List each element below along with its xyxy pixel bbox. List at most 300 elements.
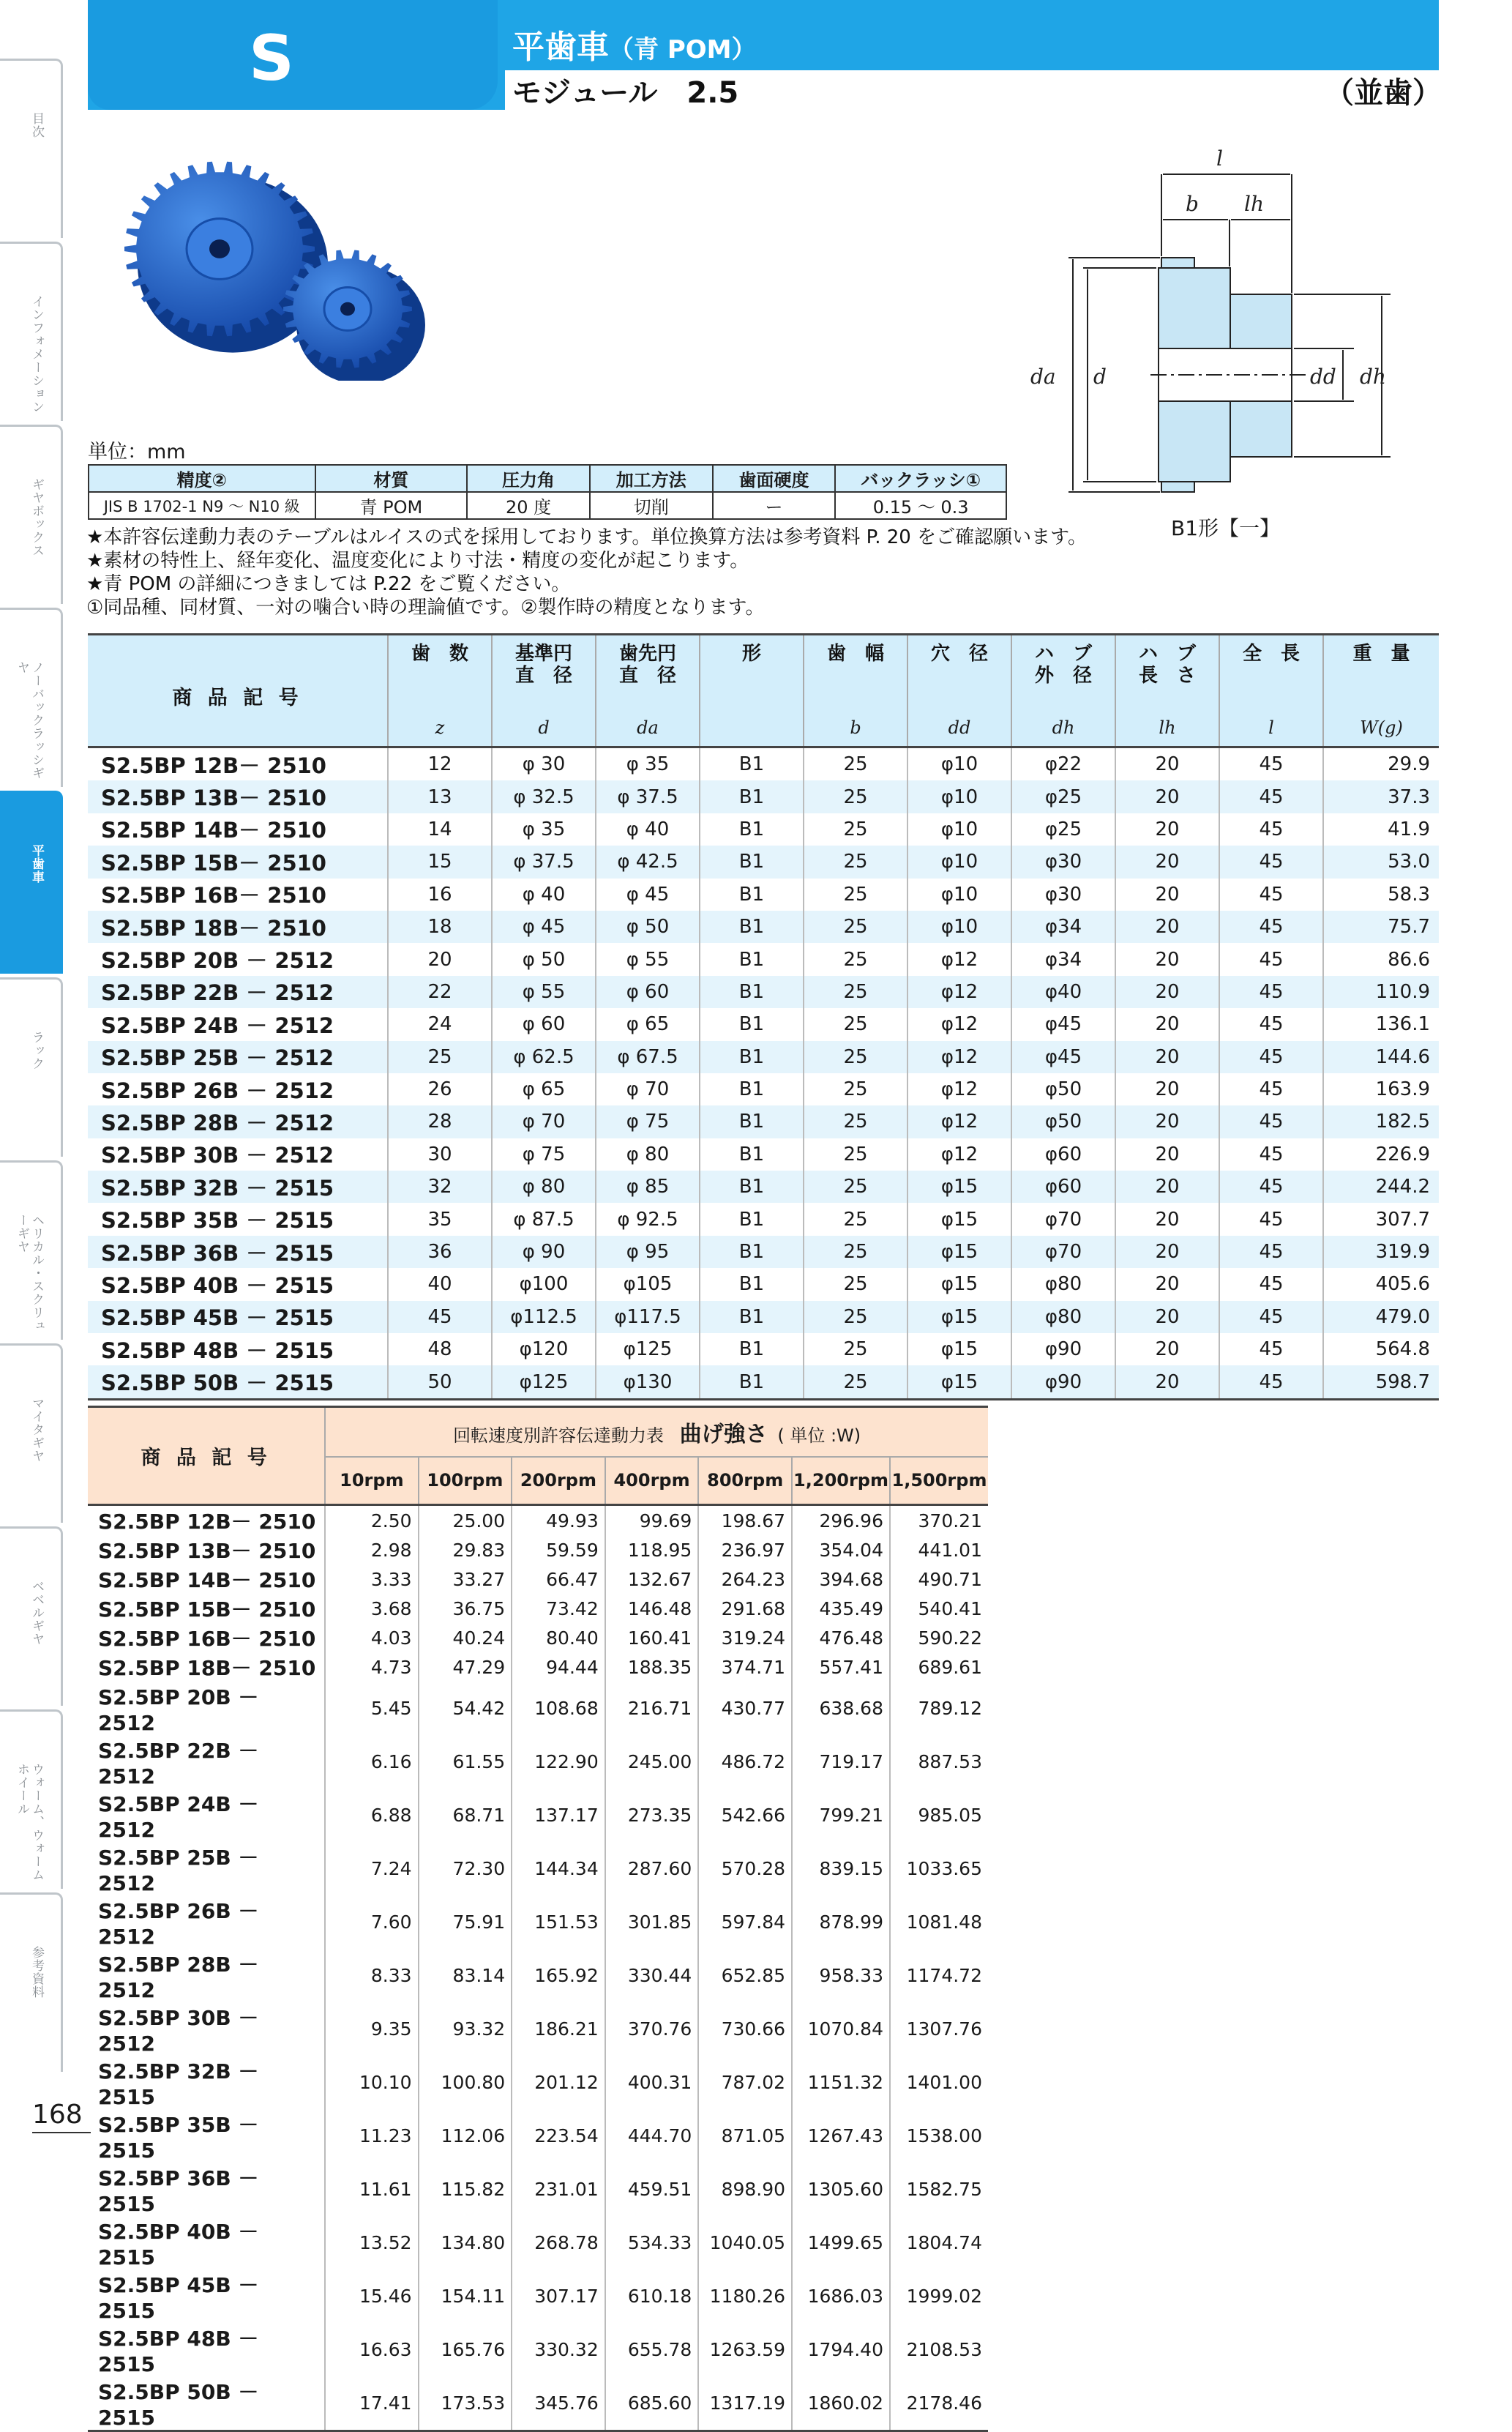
- power-value-cell: 49.93: [512, 1505, 605, 1536]
- product-value-cell: φ117.5: [596, 1301, 700, 1333]
- product-value-cell: B1: [700, 879, 804, 911]
- product-value-cell: 16: [388, 879, 492, 911]
- power-title-small: 回転速度別許容伝達動力表: [453, 1425, 665, 1446]
- power-value-cell: 137.17: [512, 1788, 605, 1842]
- power-value-cell: 72.30: [419, 1842, 512, 1895]
- product-value-cell: 25: [804, 976, 907, 1008]
- table-row: [88, 747, 1439, 781]
- power-code-cell: S2.5BP 48B － 2515: [98, 2327, 259, 2376]
- product-value-cell: B1: [700, 1236, 804, 1268]
- power-value-cell: 216.71: [605, 1682, 699, 1735]
- table-row: [88, 1333, 1439, 1365]
- product-value-cell: φ12: [907, 943, 1011, 975]
- product-value-cell: 45: [1219, 846, 1323, 878]
- power-value-cell: 787.02: [698, 2056, 792, 2109]
- product-value-cell: φ 70: [492, 1105, 596, 1138]
- product-value-cell: B1: [700, 911, 804, 943]
- product-code-cell: S2.5BP 35B － 2515: [101, 1208, 334, 1234]
- spec-value-cell: JIS B 1702-1 N9 ～ N10 級: [89, 492, 315, 519]
- power-value-cell: 1305.60: [792, 2163, 890, 2216]
- power-value-cell: 330.44: [605, 1949, 699, 2002]
- notes: [86, 526, 1331, 619]
- power-code-cell: S2.5BP 25B － 2512: [98, 1846, 259, 1895]
- power-value-cell: 330.32: [512, 2323, 605, 2376]
- product-symbol-cell: lh: [1115, 709, 1219, 747]
- product-value-cell: 18: [388, 911, 492, 943]
- product-value-cell: B1: [700, 747, 804, 781]
- spec-value-cell: 20 度: [467, 492, 590, 519]
- power-value-cell: 557.41: [792, 1652, 890, 1682]
- product-value-cell: 136.1: [1323, 1008, 1439, 1040]
- side-tab-8[interactable]: [0, 1343, 63, 1523]
- power-value-cell: 188.35: [605, 1652, 699, 1682]
- power-code-cell: S2.5BP 13B－ 2510: [98, 1539, 316, 1563]
- table-row: [88, 2056, 988, 2109]
- power-code-cell: S2.5BP 22B － 2512: [98, 1739, 259, 1788]
- product-value-cell: 45: [1219, 943, 1323, 975]
- product-value-cell: φ 32.5: [492, 780, 596, 813]
- side-tab-9[interactable]: [0, 1526, 63, 1706]
- table-row: [88, 943, 1439, 975]
- power-value-cell: 118.95: [605, 1535, 699, 1564]
- product-symbol-cell: W(g): [1323, 709, 1439, 747]
- dim-label-b: b: [1186, 192, 1199, 216]
- product-value-cell: φ 45: [492, 911, 596, 943]
- power-code-cell: S2.5BP 35B － 2515: [98, 2113, 259, 2163]
- power-value-cell: 319.24: [698, 1623, 792, 1652]
- product-value-cell: 20: [1115, 976, 1219, 1008]
- table-row: [88, 1505, 988, 1536]
- power-value-cell: 154.11: [419, 2269, 512, 2323]
- product-value-cell: 75.7: [1323, 911, 1439, 943]
- product-code-cell: S2.5BP 45B － 2515: [101, 1305, 334, 1331]
- product-table: [88, 633, 1439, 1400]
- product-value-cell: B1: [700, 976, 804, 1008]
- table-row: [88, 1041, 1439, 1073]
- power-value-cell: 370.76: [605, 2002, 699, 2056]
- power-value-cell: 370.21: [890, 1505, 988, 1536]
- product-value-cell: B1: [700, 813, 804, 846]
- product-value-cell: 20: [1115, 1073, 1219, 1105]
- power-value-cell: 799.21: [792, 1788, 890, 1842]
- spec-header-cell: 精度②: [89, 465, 315, 492]
- product-value-cell: φ22: [1011, 747, 1115, 781]
- product-symbol-cell: dd: [907, 709, 1011, 747]
- product-value-cell: φ10: [907, 813, 1011, 846]
- product-value-cell: φ15: [907, 1236, 1011, 1268]
- product-value-cell: φ12: [907, 1105, 1011, 1138]
- power-value-cell: 2178.46: [890, 2376, 988, 2431]
- product-value-cell: 20: [1115, 1365, 1219, 1399]
- product-value-cell: φ90: [1011, 1333, 1115, 1365]
- power-value-cell: 534.33: [605, 2216, 699, 2269]
- power-value-cell: 134.80: [419, 2216, 512, 2269]
- product-code-cell: S2.5BP 25B － 2512: [101, 1045, 334, 1071]
- product-header-cell: 商 品 記 号: [172, 687, 303, 709]
- product-value-cell: 22: [388, 976, 492, 1008]
- product-code-cell: S2.5BP 13B－ 2510: [101, 786, 326, 811]
- product-value-cell: 20: [1115, 1138, 1219, 1171]
- product-value-cell: φ 40: [492, 879, 596, 911]
- product-value-cell: 226.9: [1323, 1138, 1439, 1171]
- product-code-cell: S2.5BP 50B － 2515: [101, 1370, 334, 1396]
- power-value-cell: 345.76: [512, 2376, 605, 2431]
- product-value-cell: 45: [1219, 1365, 1323, 1399]
- product-value-cell: φ10: [907, 879, 1011, 911]
- table-row: [88, 1301, 1439, 1333]
- product-value-cell: 25: [804, 1203, 907, 1235]
- product-value-cell: φ10: [907, 911, 1011, 943]
- product-value-cell: 182.5: [1323, 1105, 1439, 1138]
- spec-header-cell: 歯面硬度: [713, 465, 836, 492]
- power-code-cell: S2.5BP 30B － 2512: [98, 2006, 259, 2056]
- power-value-cell: 236.97: [698, 1535, 792, 1564]
- product-value-cell: φ 85: [596, 1171, 700, 1203]
- product-value-cell: φ45: [1011, 1041, 1115, 1073]
- product-value-cell: φ 60: [596, 976, 700, 1008]
- tooth-type: （並歯）: [1325, 76, 1442, 110]
- product-table-header-row: [88, 635, 1439, 710]
- product-value-cell: B1: [700, 846, 804, 878]
- power-value-cell: 33.27: [419, 1564, 512, 1594]
- side-tab-label: ノーバックラッシギヤ: [15, 661, 44, 780]
- product-value-cell: 244.2: [1323, 1171, 1439, 1203]
- power-value-cell: 165.92: [512, 1949, 605, 2002]
- power-value-cell: 1174.72: [890, 1949, 988, 2002]
- product-symbol-cell: [700, 709, 804, 747]
- product-value-cell: φ15: [907, 1365, 1011, 1399]
- unit-label: 単位：mm: [88, 441, 186, 463]
- power-value-cell: 570.28: [698, 1842, 792, 1895]
- product-value-cell: B1: [700, 1138, 804, 1171]
- product-value-cell: B1: [700, 1171, 804, 1203]
- power-value-cell: 685.60: [605, 2376, 699, 2431]
- power-title-big: 曲げ強さ: [679, 1421, 768, 1447]
- product-value-cell: φ125: [596, 1333, 700, 1365]
- note-line: ★青 POM の詳細につきましては P.22 をご覧ください。: [86, 573, 571, 595]
- power-value-cell: 400.31: [605, 2056, 699, 2109]
- spec-header-cell: バックラッシ①: [835, 465, 1006, 492]
- power-table: [88, 1406, 988, 2432]
- product-value-cell: B1: [700, 1203, 804, 1235]
- table-row: [88, 1735, 988, 1788]
- product-value-cell: φ15: [907, 1171, 1011, 1203]
- side-tab-10[interactable]: [0, 1709, 63, 1889]
- power-value-cell: 1794.40: [792, 2323, 890, 2376]
- product-code-cell: S2.5BP 24B － 2512: [101, 1012, 334, 1038]
- product-value-cell: 86.6: [1323, 943, 1439, 975]
- power-value-cell: 144.34: [512, 1842, 605, 1895]
- power-value-cell: 958.33: [792, 1949, 890, 2002]
- table-row: [88, 1236, 1439, 1268]
- table-row: [88, 813, 1439, 846]
- product-value-cell: 20: [388, 943, 492, 975]
- dim-label-dh: dh: [1360, 365, 1386, 389]
- product-value-cell: φ 50: [596, 911, 700, 943]
- product-value-cell: 25: [804, 1041, 907, 1073]
- product-value-cell: 45: [1219, 1171, 1323, 1203]
- power-code-cell: S2.5BP 26B － 2512: [98, 1899, 259, 1949]
- side-tab-label: ギヤボックス: [29, 478, 44, 557]
- product-value-cell: 25: [804, 1236, 907, 1268]
- side-tab-6[interactable]: [0, 977, 63, 1157]
- power-value-cell: 100.80: [419, 2056, 512, 2109]
- product-value-cell: 307.7: [1323, 1203, 1439, 1235]
- power-value-cell: 1686.03: [792, 2269, 890, 2323]
- table-row: [88, 879, 1439, 911]
- power-value-cell: 638.68: [792, 1682, 890, 1735]
- product-value-cell: φ15: [907, 1203, 1011, 1235]
- power-value-cell: 307.17: [512, 2269, 605, 2323]
- power-value-cell: 1151.32: [792, 2056, 890, 2109]
- power-code-cell: S2.5BP 36B － 2515: [98, 2166, 259, 2216]
- product-value-cell: φ12: [907, 1041, 1011, 1073]
- product-symbol-cell: da: [596, 709, 700, 747]
- product-value-cell: φ 35: [492, 813, 596, 846]
- product-value-cell: φ 60: [492, 1008, 596, 1040]
- power-value-cell: 1070.84: [792, 2002, 890, 2056]
- dim-label-l: l: [1216, 146, 1223, 171]
- product-value-cell: 25: [804, 747, 907, 781]
- product-value-cell: φ50: [1011, 1073, 1115, 1105]
- power-value-cell: 540.41: [890, 1594, 988, 1623]
- product-value-cell: 25: [804, 1301, 907, 1333]
- table-row: [88, 1682, 988, 1735]
- product-value-cell: 20: [1115, 1008, 1219, 1040]
- side-tab-1[interactable]: [0, 59, 63, 238]
- product-value-cell: φ105: [596, 1268, 700, 1300]
- product-value-cell: 110.9: [1323, 976, 1439, 1008]
- product-value-cell: φ70: [1011, 1236, 1115, 1268]
- power-value-cell: 115.82: [419, 2163, 512, 2216]
- table-row: [88, 1008, 1439, 1040]
- product-value-cell: 25: [804, 1171, 907, 1203]
- table-row: [88, 1535, 988, 1564]
- power-value-cell: 1081.48: [890, 1895, 988, 1949]
- power-value-cell: 198.67: [698, 1505, 792, 1536]
- product-value-cell: 45: [1219, 1138, 1323, 1171]
- product-value-cell: 45: [1219, 813, 1323, 846]
- product-value-cell: 50: [388, 1365, 492, 1399]
- table-row: [88, 2002, 988, 2056]
- product-value-cell: 564.8: [1323, 1333, 1439, 1365]
- product-value-cell: 45: [1219, 1333, 1323, 1365]
- gear-photo: [110, 139, 490, 381]
- product-header-cell: 歯先円 直 径: [596, 635, 700, 710]
- power-code-cell: S2.5BP 20B － 2512: [98, 1685, 259, 1735]
- spec-table: [88, 464, 1007, 520]
- power-value-cell: 301.85: [605, 1895, 699, 1949]
- power-code-cell: S2.5BP 24B － 2512: [98, 1792, 259, 1842]
- product-value-cell: 479.0: [1323, 1301, 1439, 1333]
- rpm-header-cell: 10rpm: [325, 1457, 418, 1505]
- product-code-cell: S2.5BP 26B － 2512: [101, 1078, 334, 1103]
- side-tab-4[interactable]: [0, 608, 63, 787]
- product-code-cell: S2.5BP 16B－ 2510: [101, 883, 326, 909]
- power-value-cell: 985.05: [890, 1788, 988, 1842]
- power-value-cell: 273.35: [605, 1788, 699, 1842]
- product-value-cell: 29.9: [1323, 747, 1439, 781]
- product-value-cell: 45: [1219, 1041, 1323, 1073]
- power-value-cell: 8.33: [325, 1949, 418, 2002]
- power-value-cell: 444.70: [605, 2109, 699, 2163]
- product-symbol-cell: dh: [1011, 709, 1115, 747]
- product-header-cell: 全 長: [1219, 635, 1323, 710]
- product-value-cell: φ 80: [596, 1138, 700, 1171]
- product-value-cell: φ80: [1011, 1268, 1115, 1300]
- product-value-cell: 36: [388, 1236, 492, 1268]
- product-value-cell: B1: [700, 1105, 804, 1138]
- product-code-cell: S2.5BP 36B － 2515: [101, 1240, 334, 1266]
- power-value-cell: 2.50: [325, 1505, 418, 1536]
- power-value-cell: 29.83: [419, 1535, 512, 1564]
- power-value-cell: 231.01: [512, 2163, 605, 2216]
- power-value-cell: 7.24: [325, 1842, 418, 1895]
- power-value-cell: 17.41: [325, 2376, 418, 2431]
- product-value-cell: 14: [388, 813, 492, 846]
- product-header-cell: 歯 数: [388, 635, 492, 710]
- power-value-cell: 13.52: [325, 2216, 418, 2269]
- table-row: [88, 2109, 988, 2163]
- product-value-cell: 20: [1115, 1301, 1219, 1333]
- power-value-cell: 5.45: [325, 1682, 418, 1735]
- side-tab-label: 目次: [29, 112, 44, 138]
- power-code-cell: S2.5BP 18B－ 2510: [98, 1656, 316, 1680]
- section-letter: S: [249, 22, 294, 95]
- table-row: [88, 2323, 988, 2376]
- product-header-cell: 重 量: [1323, 635, 1439, 710]
- product-value-cell: 24: [388, 1008, 492, 1040]
- side-tab-11[interactable]: [0, 1892, 63, 2072]
- product-value-cell: 45: [1219, 1008, 1323, 1040]
- spec-header-cell: 圧力角: [467, 465, 590, 492]
- product-value-cell: φ90: [1011, 1365, 1115, 1399]
- product-value-cell: φ15: [907, 1268, 1011, 1300]
- power-value-cell: 441.01: [890, 1535, 988, 1564]
- product-value-cell: 25: [804, 1268, 907, 1300]
- product-value-cell: 20: [1115, 911, 1219, 943]
- note-line: ★素材の特性上、経年変化、温度変化により寸法・精度の変化が起こります。: [86, 550, 749, 572]
- power-value-cell: 1499.65: [792, 2216, 890, 2269]
- product-value-cell: 30: [388, 1138, 492, 1171]
- power-value-cell: 730.66: [698, 2002, 792, 2056]
- product-value-cell: φ15: [907, 1301, 1011, 1333]
- product-value-cell: 25: [804, 1138, 907, 1171]
- table-row: [88, 1842, 988, 1895]
- table-row: [88, 2376, 988, 2431]
- power-value-cell: 36.75: [419, 1594, 512, 1623]
- product-code-cell: S2.5BP 15B－ 2510: [101, 850, 326, 876]
- table-row: [88, 2269, 988, 2323]
- power-value-cell: 898.90: [698, 2163, 792, 2216]
- power-code-cell: S2.5BP 50B － 2515: [98, 2380, 259, 2430]
- power-code-cell: S2.5BP 28B － 2512: [98, 1952, 259, 2002]
- side-tab-3[interactable]: [0, 425, 63, 604]
- power-value-cell: 490.71: [890, 1564, 988, 1594]
- diagram-caption: B1形【一】: [1171, 516, 1281, 540]
- product-value-cell: 45: [1219, 747, 1323, 781]
- power-value-cell: 93.32: [419, 2002, 512, 2056]
- product-value-cell: φ12: [907, 1008, 1011, 1040]
- table-row: [88, 1895, 988, 1949]
- product-value-cell: φ 40: [596, 813, 700, 846]
- product-value-cell: φ70: [1011, 1203, 1115, 1235]
- power-value-cell: 160.41: [605, 1623, 699, 1652]
- power-value-cell: 151.53: [512, 1895, 605, 1949]
- side-tab-label: マイタギヤ: [29, 1397, 44, 1463]
- power-value-cell: 789.12: [890, 1682, 988, 1735]
- product-value-cell: 25: [804, 1105, 907, 1138]
- side-tab-5[interactable]: [0, 791, 63, 974]
- product-value-cell: B1: [700, 780, 804, 813]
- product-code-cell: S2.5BP 20B － 2512: [101, 948, 334, 974]
- product-value-cell: 45: [1219, 879, 1323, 911]
- note-line: ①同品種、同材質、一対の噛合い時の理論値です。②製作時の精度となります。: [86, 597, 765, 619]
- power-value-cell: 73.42: [512, 1594, 605, 1623]
- product-value-cell: 144.6: [1323, 1041, 1439, 1073]
- product-header-cell: ハ ブ 外 径: [1011, 635, 1115, 710]
- power-value-cell: 2108.53: [890, 2323, 988, 2376]
- side-tab-7[interactable]: [0, 1160, 63, 1340]
- power-value-cell: 4.73: [325, 1652, 418, 1682]
- product-value-cell: 25: [804, 911, 907, 943]
- product-value-cell: 163.9: [1323, 1073, 1439, 1105]
- power-value-cell: 610.18: [605, 2269, 699, 2323]
- power-value-cell: 59.59: [512, 1535, 605, 1564]
- product-value-cell: φ130: [596, 1365, 700, 1399]
- power-value-cell: 99.69: [605, 1505, 699, 1536]
- rpm-header-cell: 400rpm: [605, 1457, 699, 1505]
- dim-label-lh: lh: [1244, 192, 1264, 216]
- power-value-cell: 15.46: [325, 2269, 418, 2323]
- product-code-cell: S2.5BP 28B － 2512: [101, 1110, 334, 1135]
- product-symbol-cell: l: [1219, 709, 1323, 747]
- table-row: [88, 1788, 988, 1842]
- power-value-cell: 287.60: [605, 1842, 699, 1895]
- product-code-cell: S2.5BP 12B－ 2510: [101, 753, 326, 778]
- product-value-cell: B1: [700, 1301, 804, 1333]
- rpm-header-cell: 800rpm: [698, 1457, 792, 1505]
- product-value-cell: φ 42.5: [596, 846, 700, 878]
- power-value-cell: 486.72: [698, 1735, 792, 1788]
- side-tab-2[interactable]: [0, 242, 63, 421]
- spec-value-row: [89, 492, 1006, 519]
- product-value-cell: B1: [700, 1008, 804, 1040]
- product-symbol-cell: b: [804, 709, 907, 747]
- power-code-cell: S2.5BP 45B － 2515: [98, 2273, 259, 2323]
- power-code-cell: S2.5BP 40B － 2515: [98, 2220, 259, 2269]
- power-value-cell: 6.88: [325, 1788, 418, 1842]
- product-value-cell: φ100: [492, 1268, 596, 1300]
- product-code-cell: S2.5BP 14B－ 2510: [101, 818, 326, 843]
- table-row: [88, 1623, 988, 1652]
- product-value-cell: 20: [1115, 846, 1219, 878]
- table-row: [88, 1652, 988, 1682]
- product-value-cell: φ10: [907, 747, 1011, 781]
- power-title: [325, 1407, 988, 1457]
- table-row: [88, 911, 1439, 943]
- power-value-cell: 122.90: [512, 1735, 605, 1788]
- power-value-cell: 459.51: [605, 2163, 699, 2216]
- product-value-cell: 25: [804, 1365, 907, 1399]
- product-header-cell: 穴 径: [907, 635, 1011, 710]
- product-value-cell: φ 37.5: [596, 780, 700, 813]
- power-value-cell: 3.33: [325, 1564, 418, 1594]
- product-value-cell: 13: [388, 780, 492, 813]
- product-value-cell: φ25: [1011, 780, 1115, 813]
- product-value-cell: B1: [700, 1365, 804, 1399]
- power-code-header: 商 品 記 号: [88, 1407, 325, 1505]
